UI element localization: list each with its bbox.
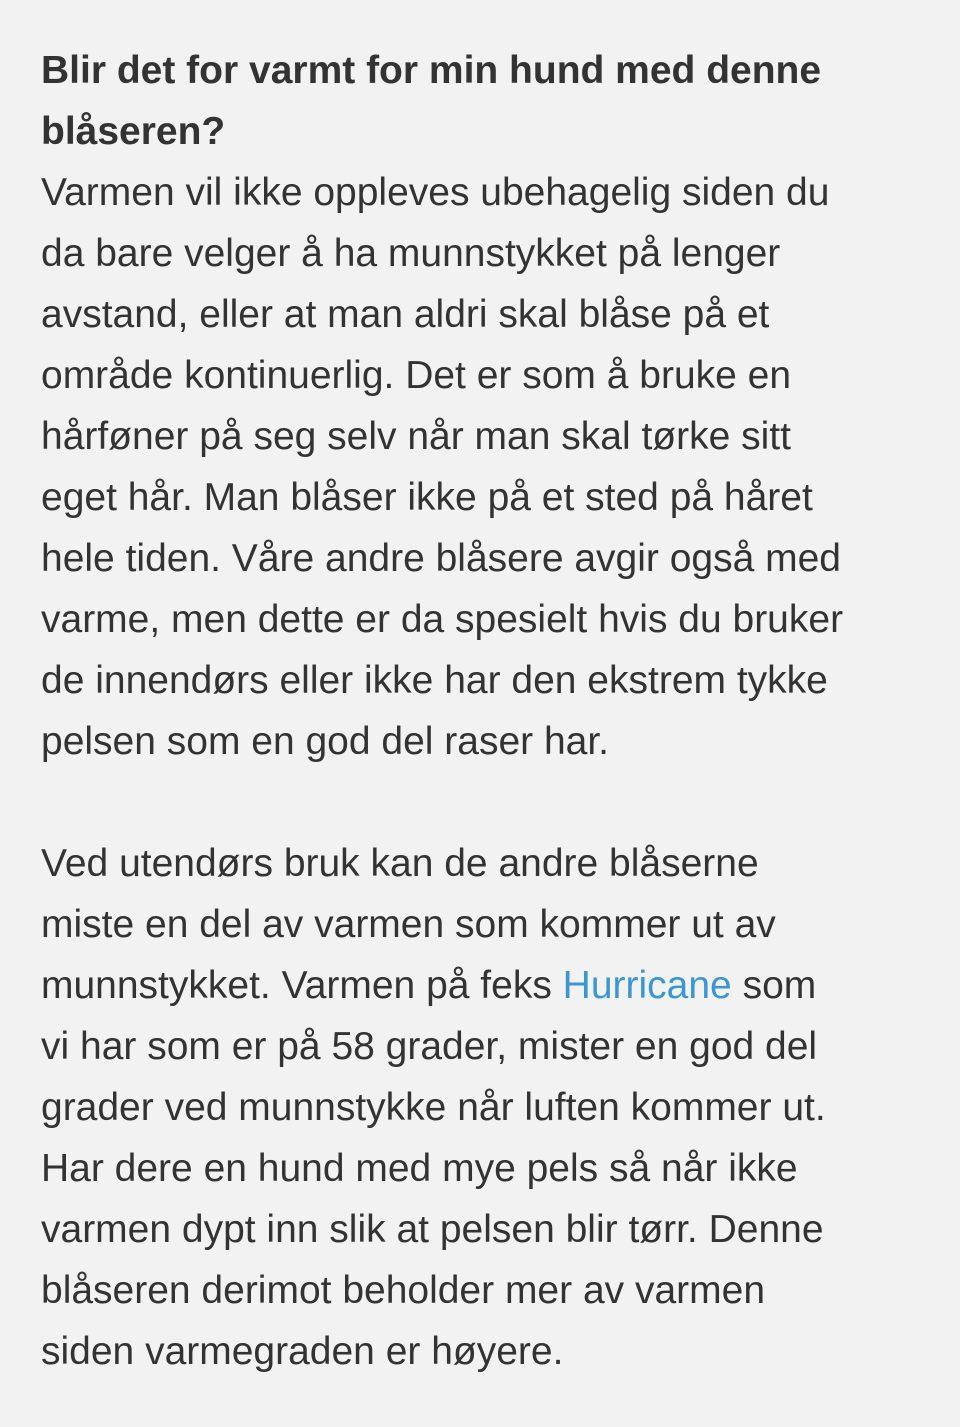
answer-line: Ved utendørs bruk kan de andre blåserne [41,842,759,885]
answer-line: eget hår. Man blåser ikke på et sted på håret [41,476,813,519]
faq-question [41,40,931,162]
answer-line: varmen dypt inn slik at pelsen blir tørr. Denne [41,1208,824,1251]
answer-line: grader ved munnstykke når luften kommer ut. [41,1086,826,1129]
answer-line: hårføner på seg selv når man skal tørke sitt [41,415,791,458]
answer-line: område kontinuerlig. Det er som å bruke en [41,354,792,397]
answer-line: de innendørs eller ikke har den ekstrem tykke [41,659,828,702]
faq-answer [41,162,931,1382]
answer-line: varme, men dette er da spesielt hvis du bruker [41,598,844,641]
question-line: blåseren? [41,110,226,153]
answer-line: miste en del av varmen som kommer ut av [41,903,776,946]
answer-text: munnstykket. Varmen på feks [41,964,563,1007]
answer-line: blåseren derimot beholder mer av varmen [41,1269,766,1312]
answer-line: avstand, eller at man aldri skal blåse på et [41,293,770,336]
answer-line: Har dere en hund med mye pels så når ikke [41,1147,798,1190]
answer-line: vi har som er på 58 grader, mister en god del [41,1025,818,1068]
answer-line: da bare velger å ha munnstykket på lenger [41,232,781,275]
question-line: Blir det for varmt for min hund med denne [41,49,822,92]
answer-line-with-link [41,955,931,1016]
paragraph-spacer [41,772,931,833]
answer-text: som [731,964,817,1007]
answer-line: hele tiden. Våre andre blåsere avgir også med [41,537,841,580]
answer-line: pelsen som en god del raser har. [41,720,610,763]
faq-section [41,40,931,1382]
answer-line: siden varmegraden er høyere. [41,1330,564,1373]
answer-line: Varmen vil ikke oppleves ubehagelig siden du [41,171,830,214]
hurricane-product-link[interactable]: Hurricane [562,964,732,1007]
